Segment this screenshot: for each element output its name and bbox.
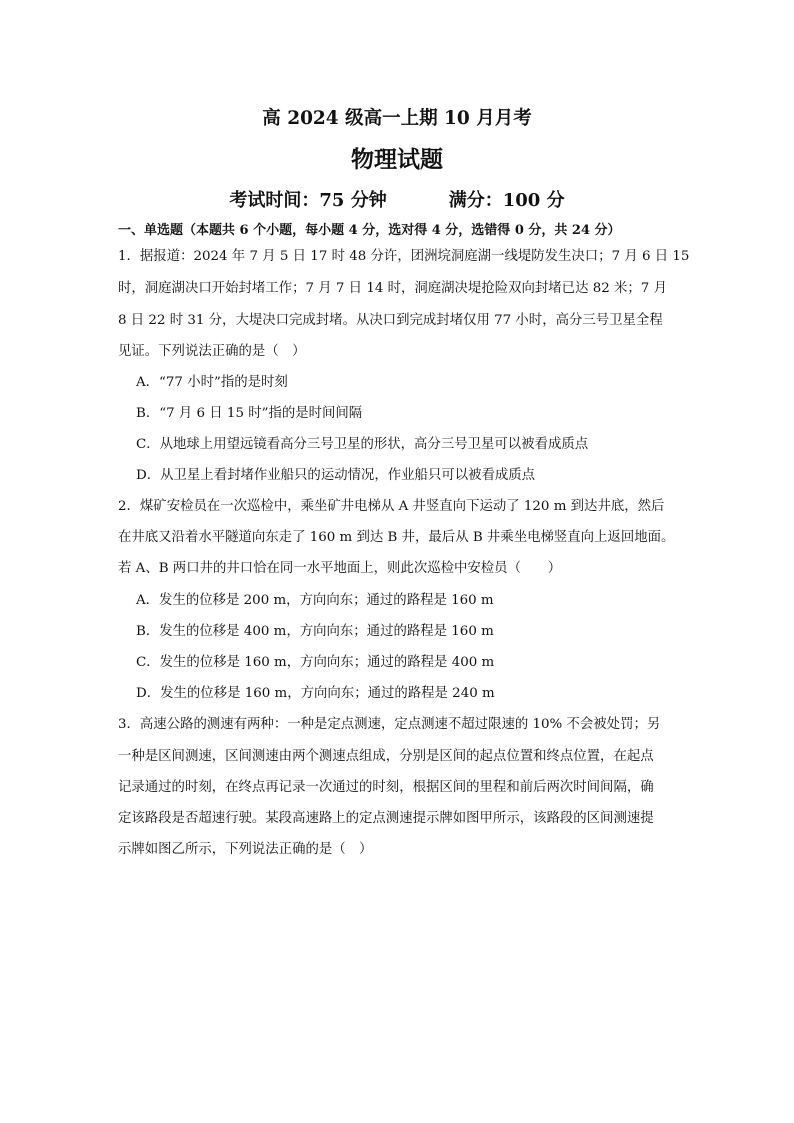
question-1-line: 8 日 22 时 31 分，大堤决口完成封堵。从决口到完成封堵仅用 77 小时，高分三号卫星全程 — [118, 313, 663, 328]
question-2-line: 在井底又沿着水平隧道向东走了 160 m 到达 B 井，最后从 B 井乘坐电梯竖直向上返回地面。 — [118, 530, 675, 545]
exam-title: 高 2024 级高一上期 10 月月考 — [262, 108, 532, 129]
question-1-option-a: A．“77 小时”指的是时刻 — [136, 375, 288, 390]
question-2-line: 若 A、B 两口井的井口恰在同一水平地面上，则此次巡检中安检员（ ） — [118, 561, 562, 576]
section-heading: 一、单选题（本题共 6 个小题，每小题 4 分，选对得 4 分，选错得 0 分，共 24 分） — [118, 223, 621, 238]
subject-title: 物理试题 — [351, 146, 443, 173]
question-2-option-b: B．发生的位移是 400 m，方向向东；通过的路程是 160 m — [136, 624, 494, 639]
question-1-option-b: B．“7 月 6 日 15 时”指的是时间间隔 — [136, 406, 363, 421]
question-1-line: 见证。下列说法正确的是（ ） — [118, 344, 306, 359]
question-1-option-d: D．从卫星上看封堵作业船只的运动情况，作业船只可以被看成质点 — [136, 468, 536, 483]
question-2-option-a: A．发生的位移是 200 m，方向向东；通过的路程是 160 m — [136, 593, 494, 608]
question-3-line: 3．高速公路的测速有两种：一种是定点测速，定点测速不超过限速的 10% 不会被处罚；另 — [118, 717, 661, 732]
question-2-option-c: C．发生的位移是 160 m，方向向东；通过的路程是 400 m — [136, 655, 495, 670]
question-1-line: 1．据报道：2024 年 7 月 5 日 17 时 48 分许，团洲垸洞庭湖一线堤防发生决口；7 月 6 日 15 — [118, 249, 690, 264]
question-2-line: 2．煤矿安检员在一次巡检中，乘坐矿井电梯从 A 井竖直向下运动了 120 m 到达井底，然后 — [118, 499, 665, 514]
question-3-line: 示牌如图乙所示，下列说法正确的是（ ） — [118, 842, 373, 857]
question-3-line: 记录通过的时刻，在终点再记录一次通过的时刻，根据区间的里程和前后两次时间间隔，确 — [118, 780, 654, 795]
question-3-line: 一种是区间测速，区间测速由两个测速点组成，分别是区间的起点位置和终点位置，在起点 — [118, 749, 654, 764]
exam-info — [0, 186, 794, 212]
question-1-line: 时，洞庭湖决口开始封堵工作；7 月 7 日 14 时，洞庭湖决堤抢险双向封堵已达 82 米；7 月 — [118, 281, 667, 296]
question-2-option-d: D．发生的位移是 160 m，方向向东；通过的路程是 240 m — [136, 686, 495, 701]
exam-time: 考试时间：75 分钟 — [229, 190, 387, 211]
full-score: 满分：100 分 — [448, 190, 565, 211]
question-3-line: 定该路段是否超速行驶。某段高速路上的定点测速提示牌如图甲所示，该路段的区间测速提 — [118, 811, 654, 826]
question-1-option-c: C．从地球上用望远镜看高分三号卫星的形状，高分三号卫星可以被看成质点 — [136, 437, 589, 452]
